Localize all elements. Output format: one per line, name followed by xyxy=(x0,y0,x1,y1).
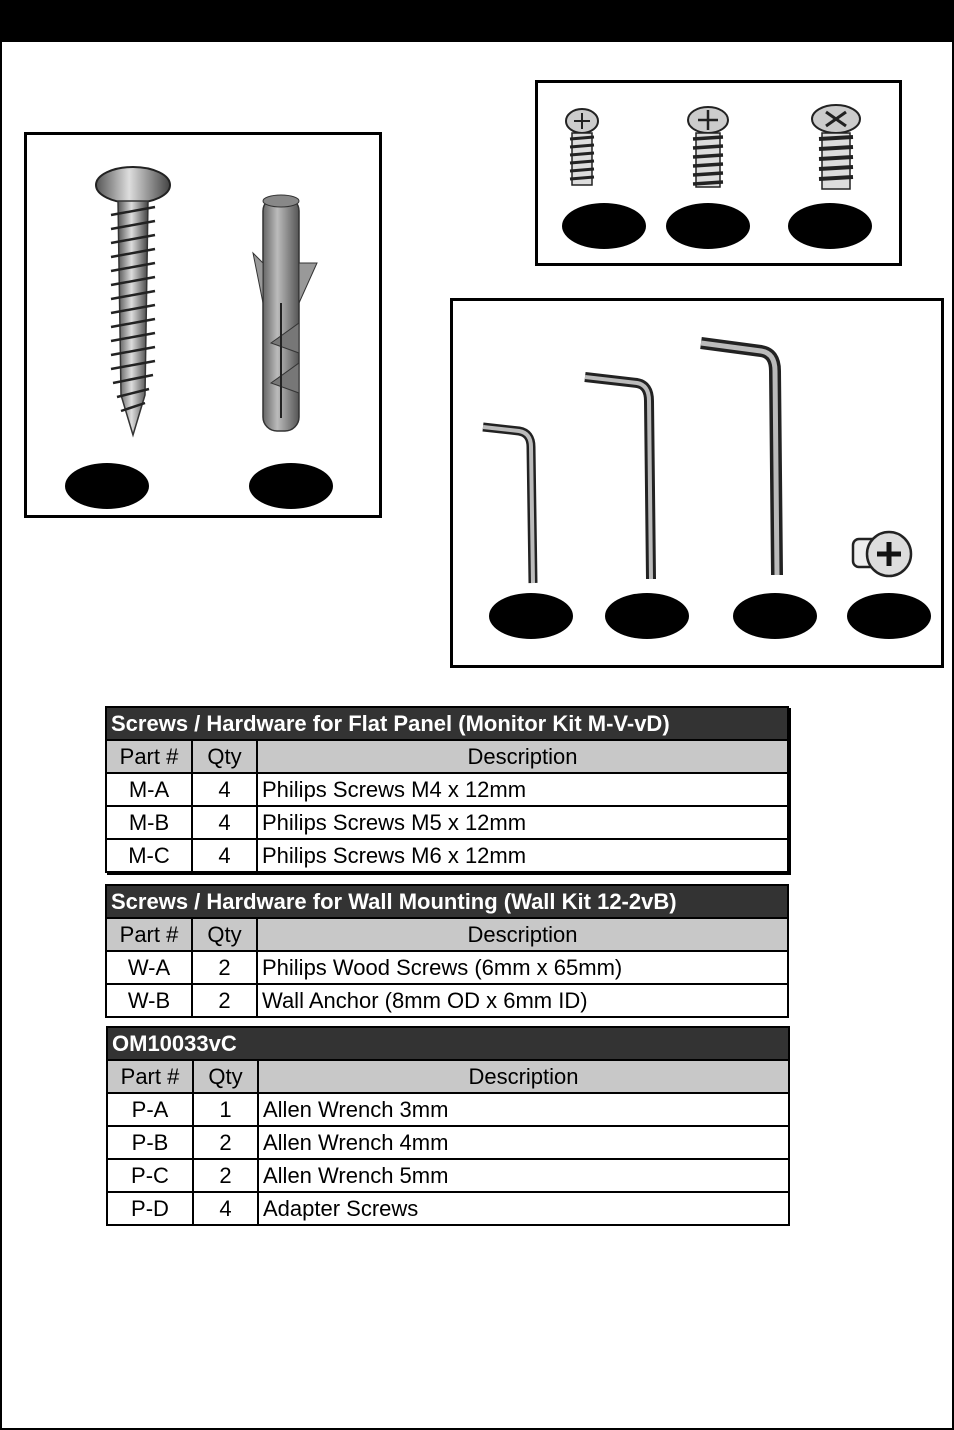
description-cell: Allen Wrench 3mm xyxy=(258,1093,789,1126)
part-cell: W-B xyxy=(106,984,192,1017)
table-row xyxy=(107,1192,789,1225)
header-description: Description xyxy=(258,1060,789,1093)
label-oval-w-a xyxy=(65,463,149,509)
table-title-row xyxy=(107,1027,789,1060)
label-oval-m-c xyxy=(788,203,872,249)
allen-wrench-icon xyxy=(479,421,543,587)
description-cell: Adapter Screws xyxy=(258,1192,789,1225)
qty-cell: 4 xyxy=(192,773,257,806)
table-title: Screws / Hardware for Wall Mounting (Wall Kit 12-2vB) xyxy=(106,885,788,918)
table-row xyxy=(107,1093,789,1126)
table-row xyxy=(106,839,788,872)
table-row xyxy=(106,984,788,1017)
label-oval-p-c xyxy=(733,593,817,639)
header-part: Part # xyxy=(106,918,192,951)
label-oval-w-b xyxy=(249,463,333,509)
monitor-screws-box xyxy=(535,80,902,266)
monitor-kit-table xyxy=(105,706,789,873)
table-header-row xyxy=(106,740,788,773)
table-header-row xyxy=(106,918,788,951)
part-cell: P-D xyxy=(107,1192,193,1225)
header-part: Part # xyxy=(107,1060,193,1093)
label-oval-p-b xyxy=(605,593,689,639)
table-title-row xyxy=(106,707,788,740)
part-cell: M-B xyxy=(106,806,192,839)
machine-screw-icon xyxy=(564,107,600,187)
wood-screw-icon xyxy=(93,165,173,437)
part-cell: P-C xyxy=(107,1159,193,1192)
machine-screw-icon xyxy=(810,103,862,191)
table-row xyxy=(107,1159,789,1192)
table-row xyxy=(106,806,788,839)
om-kit-table xyxy=(106,1026,790,1226)
allen-wrench-icon xyxy=(697,335,787,581)
table-title: OM10033vC xyxy=(107,1027,789,1060)
qty-cell: 4 xyxy=(192,806,257,839)
table-row xyxy=(106,951,788,984)
wall-kit-table xyxy=(105,884,789,1018)
machine-screw-icon xyxy=(686,105,730,189)
qty-cell: 1 xyxy=(193,1093,258,1126)
label-oval-m-b xyxy=(666,203,750,249)
description-cell: Allen Wrench 5mm xyxy=(258,1159,789,1192)
description-cell: Philips Screws M4 x 12mm xyxy=(257,773,788,806)
wall-hardware-box xyxy=(24,132,382,518)
description-cell: Philips Wood Screws (6mm x 65mm) xyxy=(257,951,788,984)
qty-cell: 2 xyxy=(193,1126,258,1159)
part-cell: P-B xyxy=(107,1126,193,1159)
description-cell: Wall Anchor (8mm OD x 6mm ID) xyxy=(257,984,788,1017)
part-cell: P-A xyxy=(107,1093,193,1126)
description-cell: Philips Screws M5 x 12mm xyxy=(257,806,788,839)
table-title: Screws / Hardware for Flat Panel (Monitor Kit M-V-vD) xyxy=(106,707,788,740)
header-qty: Qty xyxy=(193,1060,258,1093)
table-header-row xyxy=(107,1060,789,1093)
header-qty: Qty xyxy=(192,918,257,951)
qty-cell: 2 xyxy=(192,984,257,1017)
table-row xyxy=(107,1126,789,1159)
top-bar xyxy=(0,0,954,42)
table-row xyxy=(106,773,788,806)
qty-cell: 4 xyxy=(193,1192,258,1225)
part-cell: M-A xyxy=(106,773,192,806)
allen-wrench-icon xyxy=(581,371,661,583)
table-title-row xyxy=(106,885,788,918)
header-description: Description xyxy=(257,918,788,951)
header-description: Description xyxy=(257,740,788,773)
part-cell: M-C xyxy=(106,839,192,872)
label-oval-p-d xyxy=(847,593,931,639)
qty-cell: 2 xyxy=(193,1159,258,1192)
header-qty: Qty xyxy=(192,740,257,773)
description-cell: Philips Screws M6 x 12mm xyxy=(257,839,788,872)
label-oval-m-a xyxy=(562,203,646,249)
part-cell: W-A xyxy=(106,951,192,984)
description-cell: Allen Wrench 4mm xyxy=(258,1126,789,1159)
qty-cell: 2 xyxy=(192,951,257,984)
adapter-screw-icon xyxy=(849,527,915,581)
wall-anchor-icon xyxy=(251,193,321,439)
header-part: Part # xyxy=(106,740,192,773)
tools-box xyxy=(450,298,944,668)
qty-cell: 4 xyxy=(192,839,257,872)
label-oval-p-a xyxy=(489,593,573,639)
